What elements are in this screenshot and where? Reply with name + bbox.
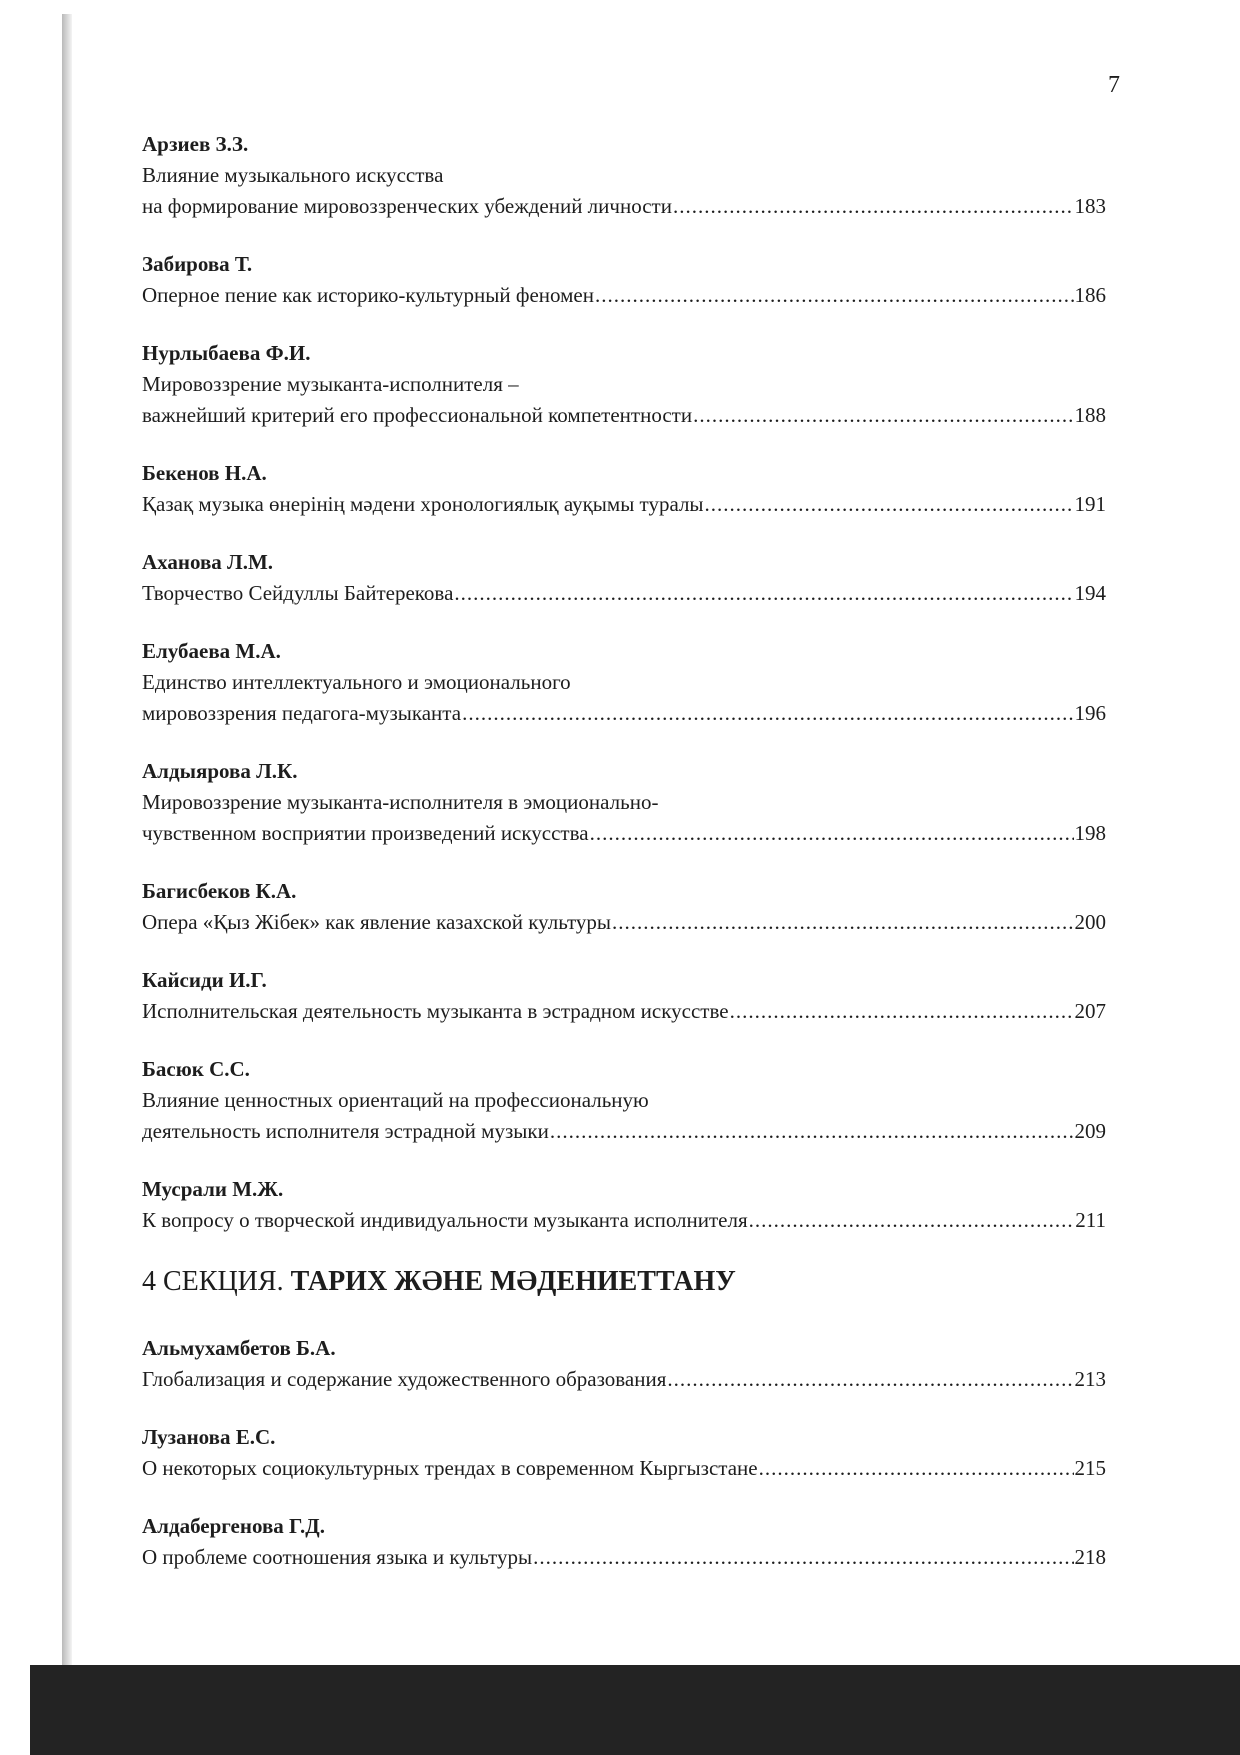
entry-title-line: Мировоззрение музыканта-исполнителя в эмоционально- bbox=[142, 790, 659, 814]
entry-page-number: 191 bbox=[1074, 492, 1106, 516]
entry-author: Багисбеков К.А. bbox=[142, 879, 297, 903]
entry-title-text: Творчество Сейдуллы Байтерекова bbox=[142, 581, 454, 605]
dot-leader bbox=[730, 996, 1074, 1027]
entry-title-final-line bbox=[142, 400, 1106, 431]
entry-title-text: чувственном восприятии произведений искусства bbox=[142, 821, 589, 845]
entry-page-number: 215 bbox=[1074, 1456, 1106, 1480]
entry-title-line: Влияние ценностных ориентаций на профессиональную bbox=[142, 1088, 649, 1112]
entry-page-number: 183 bbox=[1074, 194, 1106, 218]
entry-page-number: 188 bbox=[1074, 403, 1106, 427]
dot-leader bbox=[749, 1205, 1075, 1236]
entry-title-final-line bbox=[142, 1453, 1106, 1484]
entry-title-final-line bbox=[142, 698, 1106, 729]
entry-page-number: 186 bbox=[1074, 283, 1106, 307]
entry-author: Басюк С.С. bbox=[142, 1057, 250, 1081]
entry-author: Алдыярова Л.К. bbox=[142, 759, 298, 783]
toc-entry[interactable] bbox=[142, 755, 1106, 849]
dot-leader bbox=[462, 698, 1073, 729]
entry-page-number: 198 bbox=[1074, 821, 1106, 845]
entry-title-final-line bbox=[142, 996, 1106, 1027]
entry-author: Бекенов Н.А. bbox=[142, 461, 267, 485]
toc-entry[interactable] bbox=[142, 635, 1106, 729]
section-title: ТАРИХ ЖӘНЕ МӘДЕНИЕТТАНУ bbox=[290, 1266, 736, 1297]
entry-title-text: деятельность исполнителя эстрадной музыки bbox=[142, 1119, 549, 1143]
entry-title-text: Опера «Қыз Жібек» как явление казахской культуры bbox=[142, 910, 612, 934]
toc-entry[interactable] bbox=[142, 128, 1106, 222]
entry-page-number: 196 bbox=[1074, 701, 1106, 725]
entry-author: Забирова Т. bbox=[142, 252, 253, 276]
entry-author: Нурлыбаева Ф.И. bbox=[142, 341, 311, 365]
dot-leader bbox=[705, 489, 1074, 520]
entry-author: Лузанова Е.С. bbox=[142, 1425, 276, 1449]
entry-title-final-line bbox=[142, 280, 1106, 311]
toc-entry[interactable] bbox=[142, 546, 1106, 609]
entry-title-text: Оперное пение как историко-культурный феномен bbox=[142, 283, 594, 307]
page-number: 7 bbox=[1108, 72, 1120, 98]
entry-page-number: 194 bbox=[1074, 581, 1106, 605]
page-spine-shadow bbox=[62, 14, 72, 1674]
entry-page-number: 213 bbox=[1074, 1367, 1106, 1391]
toc-entry[interactable] bbox=[142, 1053, 1106, 1147]
toc-entries-part1 bbox=[142, 128, 1106, 1236]
entry-title-final-line bbox=[142, 1116, 1106, 1147]
section-heading bbox=[142, 1262, 1106, 1302]
entry-title-text: Қазақ музыка өнерінің мәдени хронологиялық ауқымы туралы bbox=[142, 492, 704, 516]
entry-title-final-line bbox=[142, 1205, 1106, 1236]
toc-entry[interactable] bbox=[142, 875, 1106, 938]
entry-title-final-line bbox=[142, 578, 1106, 609]
entry-page-number: 207 bbox=[1074, 999, 1106, 1023]
toc-entry[interactable] bbox=[142, 1332, 1106, 1395]
entry-author: Алдабергенова Г.Д. bbox=[142, 1514, 325, 1538]
dot-leader bbox=[612, 907, 1073, 938]
entry-title-line: Влияние музыкального искусства bbox=[142, 163, 444, 187]
entry-title-text: мировоззрения педагога-музыканта bbox=[142, 701, 462, 725]
entry-page-number: 211 bbox=[1075, 1208, 1106, 1232]
entry-title-line: Мировоззрение музыканта-исполнителя – bbox=[142, 372, 519, 396]
dot-leader bbox=[590, 818, 1074, 849]
entry-title-text: Исполнительская деятельность музыканта в эстрадном искусстве bbox=[142, 999, 729, 1023]
table-of-contents bbox=[142, 128, 1106, 1599]
entry-title-final-line bbox=[142, 907, 1106, 938]
entry-title-text: О некоторых социокультурных трендах в современном Кыргызстане bbox=[142, 1456, 758, 1480]
entry-author: Елубаева М.А. bbox=[142, 639, 281, 663]
entry-page-number: 200 bbox=[1074, 910, 1106, 934]
dot-leader bbox=[454, 578, 1073, 609]
entry-author: Арзиев З.З. bbox=[142, 132, 249, 156]
entry-title-text: О проблеме соотношения языка и культуры bbox=[142, 1545, 533, 1569]
entry-author: Кайсиди И.Г. bbox=[142, 968, 267, 992]
entry-title-text: Глобализация и содержание художественного образования bbox=[142, 1367, 667, 1391]
toc-entry[interactable] bbox=[142, 457, 1106, 520]
toc-entry[interactable] bbox=[142, 964, 1106, 1027]
dot-leader bbox=[667, 1364, 1073, 1395]
entry-title-line: Единство интеллектуального и эмоционального bbox=[142, 670, 571, 694]
toc-entry[interactable] bbox=[142, 1421, 1106, 1484]
entry-title-final-line bbox=[142, 191, 1106, 222]
entry-author: Альмухамбетов Б.А. bbox=[142, 1336, 336, 1360]
entry-page-number: 209 bbox=[1074, 1119, 1106, 1143]
entry-title-final-line bbox=[142, 1542, 1106, 1573]
entry-page-number: 218 bbox=[1074, 1545, 1106, 1569]
entry-title-text: К вопросу о творческой индивидуальности музыканта исполнителя bbox=[142, 1208, 748, 1232]
entry-title-text: на формирование мировоззренческих убеждений личности bbox=[142, 194, 672, 218]
scan-bottom-band bbox=[30, 1665, 1240, 1755]
toc-entries-part2 bbox=[142, 1332, 1106, 1573]
section-prefix: 4 СЕКЦИЯ. bbox=[142, 1266, 291, 1297]
dot-leader bbox=[533, 1542, 1073, 1573]
entry-author: Аханова Л.М. bbox=[142, 550, 274, 574]
dot-leader bbox=[550, 1116, 1074, 1147]
entry-title-text: важнейший критерий его профессиональной компетентности bbox=[142, 403, 693, 427]
dot-leader bbox=[595, 280, 1074, 311]
entry-author: Мусрали М.Ж. bbox=[142, 1177, 284, 1201]
entry-title-final-line bbox=[142, 1364, 1106, 1395]
toc-entry[interactable] bbox=[142, 1510, 1106, 1573]
dot-leader bbox=[759, 1453, 1074, 1484]
dot-leader bbox=[673, 191, 1074, 222]
dot-leader bbox=[693, 400, 1073, 431]
entry-title-final-line bbox=[142, 818, 1106, 849]
toc-entry[interactable] bbox=[142, 1173, 1106, 1236]
toc-entry[interactable] bbox=[142, 248, 1106, 311]
entry-title-final-line bbox=[142, 489, 1106, 520]
toc-entry[interactable] bbox=[142, 337, 1106, 431]
